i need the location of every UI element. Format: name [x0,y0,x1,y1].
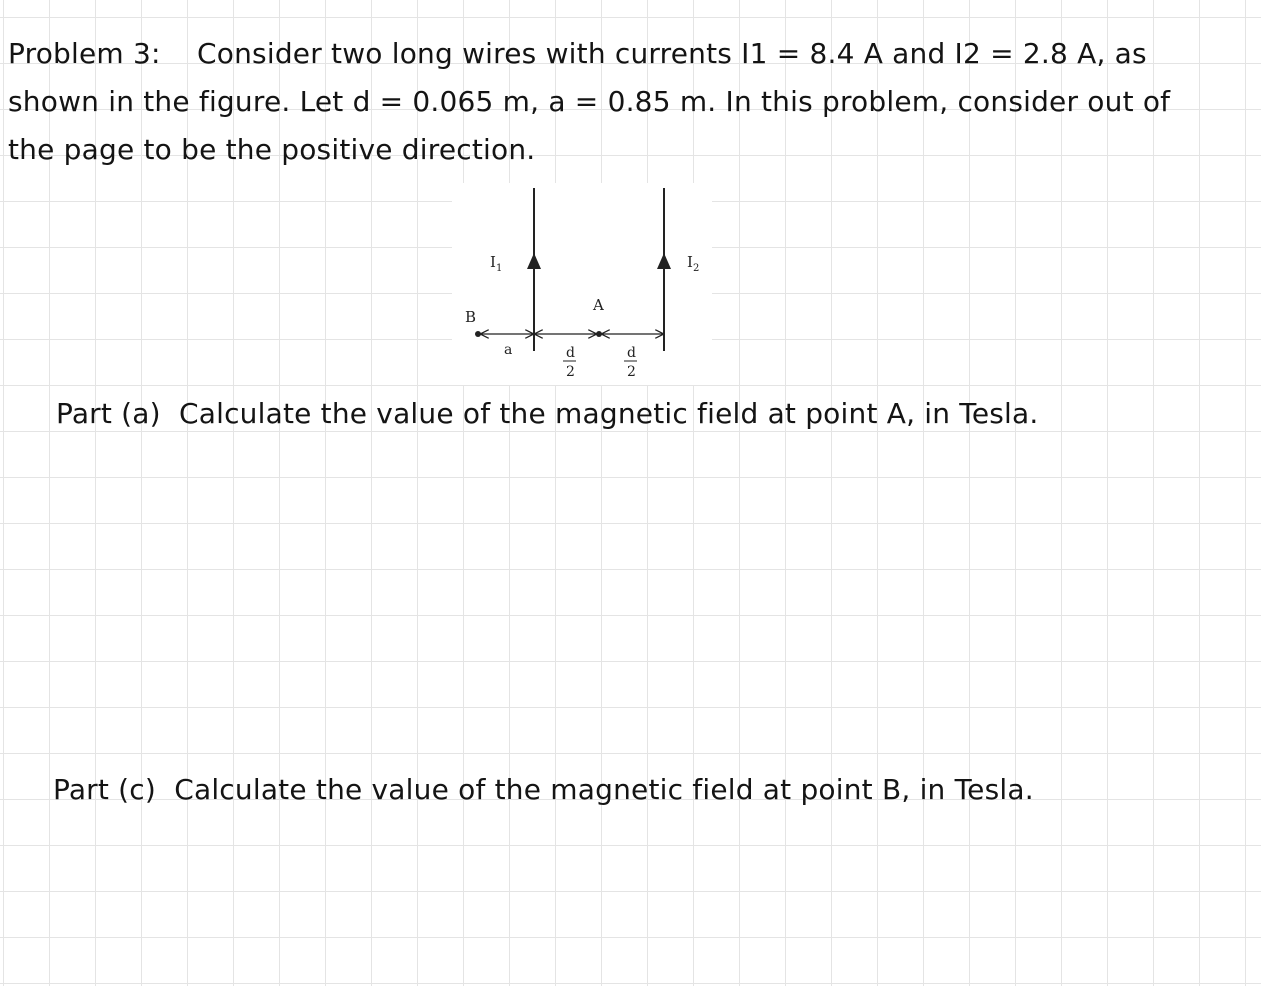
dimension-d1-denominator: 2 [566,364,575,380]
dimension-a-label: a [504,342,513,358]
point-a-label: A [593,296,604,314]
point-a-dot [596,331,602,337]
point-b-dot [475,331,481,337]
part-a-question: Part (a) Calculate the value of the magnetic field at point A, in Tesla. [56,397,1039,430]
dimension-d2-numerator: d [627,345,636,361]
wires-figure [452,183,712,385]
point-b-label: B [465,308,477,326]
problem-statement: Problem 3: Consider two long wires with currents I1 = 8.4 A and I2 = 2.8 A, as shown in the figure. Let d = 0.065 m, a = 0.85 m. In this problem, consider out of the page to be the positive direction. [8,37,1180,166]
wire-1-arrow-icon [527,253,541,269]
label-i1: $I_1$ [490,253,503,274]
dimension-d1-numerator: d [566,345,575,361]
part-c-question: Part (c) Calculate the value of the magnetic field at point B, in Tesla. [53,773,1034,806]
dimension-d2-denominator: 2 [627,364,636,380]
wires-diagram [452,183,712,385]
wire-2-arrow-icon [657,253,671,269]
label-i2: $I_2$ [687,253,700,274]
